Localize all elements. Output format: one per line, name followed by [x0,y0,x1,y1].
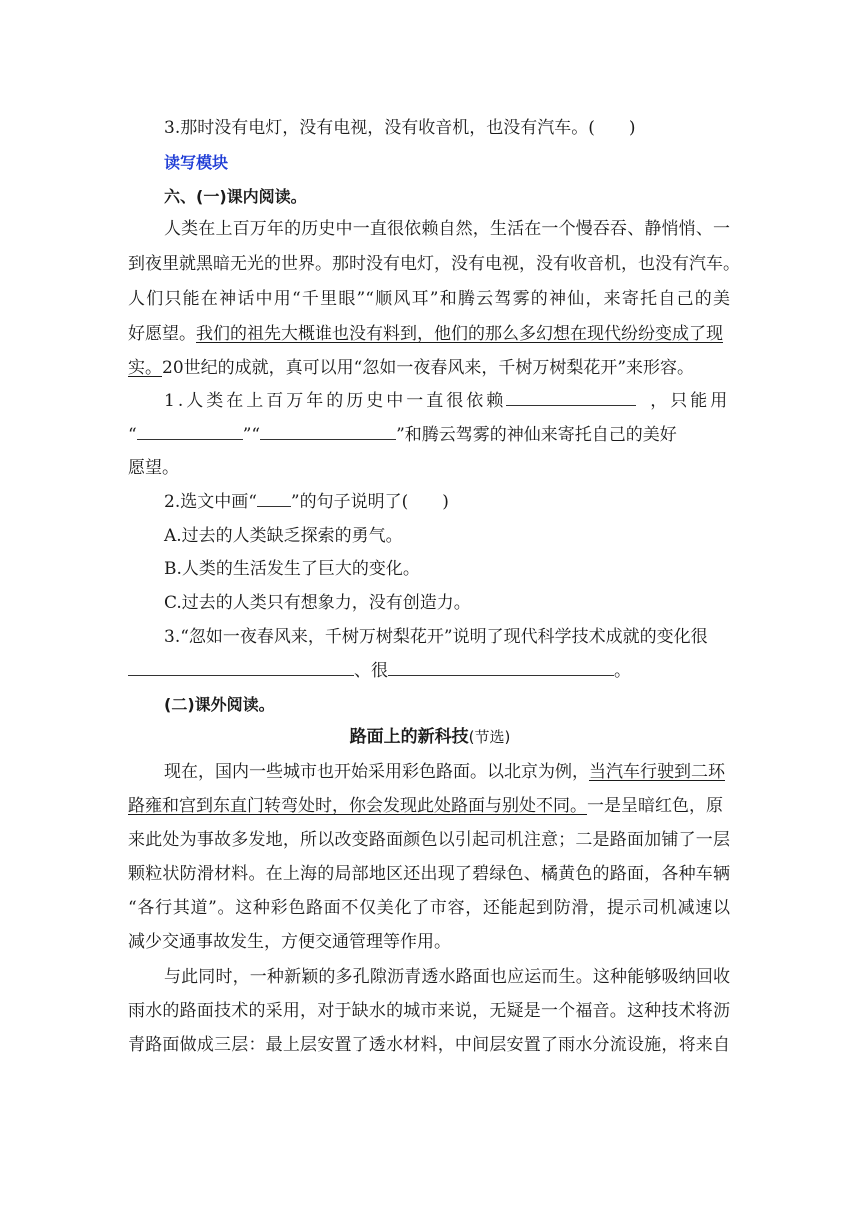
passage2-line-4: 颗粒状防滑材料。在上海的局部地区还出现了碧绿色、橘黄色的路面，各种车辆 [128,864,730,884]
answer-blank-3[interactable] [260,423,396,440]
question-3-line-1: 3.“忽如一夜春风来，千树万树梨花开”说明了现代科学技术成就的变化很 [164,627,708,647]
passage2-line-2 [128,794,730,818]
part6-heading: 六、(一)课内阅读。 [164,187,307,206]
passage2-text: 一是呈暗红色，原 [587,796,723,816]
part2-heading: (二)课外阅读。 [164,695,275,714]
article-title [0,725,860,749]
passage2-line-5: “各行其道”。这种彩色路面不仅美化了市容，还能起到防滑，提示司机减速以 [128,898,730,918]
underlined-sentence-end: 实。 [128,358,162,378]
question-3-line-2 [128,659,730,683]
question-3-text: 、很 [354,661,388,681]
question-1-stem: 1.人类在上百万年的历史中一直很依赖 [164,391,507,411]
passage2-line-3: 来此处为事故多发地，所以改变路面颜色以引起司机注意；二是路面加铺了一层 [128,830,730,850]
question-1-text: “ [128,425,137,445]
passage2-line-6: 减少交通事故发生，方便交通管理等作用。 [128,932,451,952]
question-1-line-2 [128,423,730,447]
answer-blank-1[interactable] [506,389,636,406]
question-2-text: 2.选文中画“ [164,492,257,512]
section-title: 读写模块 [164,153,229,172]
underlined-sentence: 我们的祖先大概谁也没有料到，他们的那么多幻想在现代纷纷变成了现 [196,324,723,344]
underline-marker [257,490,291,507]
option-c[interactable]: C.过去的人类只有想象力，没有创造力。 [164,593,471,613]
answer-blank-5[interactable] [388,659,614,676]
answer-blank-2[interactable] [137,423,243,440]
question-2-stem [164,490,730,514]
passage3-line-1: 与此同时，一种新颖的多孔隙沥青透水路面也应运而生。这种能够吸纳回收 [164,967,730,987]
passage3-line-3: 青路面做成三层：最上层安置了透水材料，中间层安置了雨水分流设施，将来自 [128,1035,730,1055]
question-3-text: 。 [614,661,631,681]
passage1-text: 好愿望。 [128,324,196,344]
passage1-line-3: 人们只能在神话中用“千里眼”“顺风耳”和腾云驾雾的神仙，来寄托自己的美 [128,289,730,309]
passage1-line-1: 人类在上百万年的历史中一直很依赖自然，生活在一个慢吞吞、静悄悄、一 [164,219,730,239]
article-title-main: 路面上的新科技 [349,727,469,747]
underlined-sentence-end: 路雍和宫到东直门转弯处时，你会发现此处路面与别处不同。 [128,796,587,816]
question-1-text: ”“ [242,425,261,445]
question-1-text: ”和腾云驾雾的神仙来寄托自己的美好 [396,425,677,445]
underlined-sentence: 当汽车行驶到二环 [589,762,725,782]
passage1-line-4 [128,322,730,346]
question-1-line-3: 愿望。 [128,458,179,478]
passage1-line-2: 到夜里就黑暗无光的世界。那时没有电灯，没有电视，没有收音机，也没有汽车。 [128,254,740,274]
question-1-text: ，只能用 [650,391,731,411]
passage2-line-1 [164,760,730,784]
passage1-text: 20世纪的成就，真可以用“忽如一夜春风来，千树万树梨花开”来形容。 [162,358,695,378]
answer-blank-4[interactable] [128,659,354,676]
passage1-line-5 [128,356,730,380]
option-a[interactable]: A.过去的人类缺乏探索的勇气。 [164,526,403,546]
passage2-text: 现在，国内一些城市也开始采用彩色路面。以北京为例， [164,762,589,782]
option-b[interactable]: B.人类的生活发生了巨大的变化。 [164,559,420,579]
article-title-sub: (节选) [468,728,511,746]
passage3-line-2: 雨水的路面技术的采用，对于缺水的城市来说，无疑是一个福音。这种技术将沥 [128,1001,730,1021]
question-2-text: ”的句子说明了( ) [290,492,449,512]
question-3-previous: 3.那时没有电灯，没有电视，没有收音机，也没有汽车。( ) [164,118,636,138]
question-1-line-1 [164,389,730,413]
